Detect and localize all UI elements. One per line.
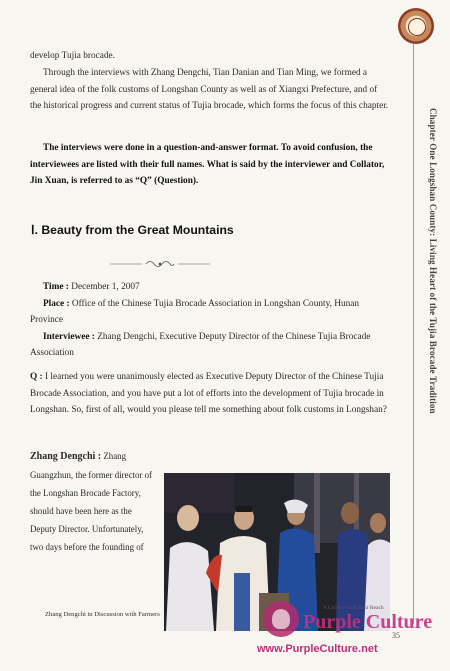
question-label: Q : [30,372,43,382]
series-logo-icon [398,8,434,44]
purple-culture-watermark [257,601,443,661]
answer-text: Zhang Guangzhun, the former director of the Longshan Brocade Factory, should have been here as the Deputy Director. Unfortunately, two days before the founding of [30,451,152,552]
interviewee-label: Interviewee : [43,331,95,342]
question-paragraph [30,369,390,419]
place-label: Place : [43,298,70,309]
watermark-brand: Purple Culture [303,611,433,633]
place-value: Office of the Chinese Tujia Brocade Association in Longshan County, Hunan Province [30,298,360,326]
time-label: Time : [43,282,69,292]
paragraph-1: develop Tujia brocade. [30,51,115,61]
answer-paragraph [30,447,158,556]
question-text: I learned you were unanimously elected as Executive Deputy Director of the Chinese Tujia Brocade Association, and you have put a lot of efforts into the development of Tujia brocade in Longshan. So, first of all, would you please tell me something about folk customs in Longshan? [30,372,387,416]
answer-speaker: Zhang Dengchi : [30,451,102,462]
watermark-tagline: A China within Your Reach [323,605,384,611]
ornament-divider-icon [110,257,210,271]
sidebar-divider [413,44,414,624]
photo-caption: Zhang Dengchi in Discussion with Farmers [45,611,160,618]
time-value: December 1, 2007 [68,282,140,292]
page-number: 35 [392,631,400,640]
paragraph-2: Through the interviews with Zhang Dengchi, Tian Danian and Tian Ming, we formed a general idea of the folk customs of Longshan County as well as of Xiangxi Prefecture, and of the historical progress and current status of Tujia brocade, which forms the focus of this chapter. [30,68,389,111]
interviewee-value: Zhang Dengchi, Executive Deputy Director of the Chinese Tujia Brocade Association [30,331,371,359]
section-heading: Ⅰ. Beauty from the Great Mountains [31,223,234,237]
interview-metadata [30,279,390,362]
paragraph-3-bold-note: The interviews were done in a question-and-answer format. To avoid confusion, the interviewees are listed with their full names. What is said by the interviewer and Collator, Jin Xuan, is referred to as “Q” (Question). [30,143,385,186]
chapter-running-title: Chapter One Longshan County: Living Heart of the Tujia Brocade Tradition [428,108,438,414]
watermark-url: www.PurpleCulture.net [257,643,378,655]
purple-culture-logo-icon [263,601,299,637]
